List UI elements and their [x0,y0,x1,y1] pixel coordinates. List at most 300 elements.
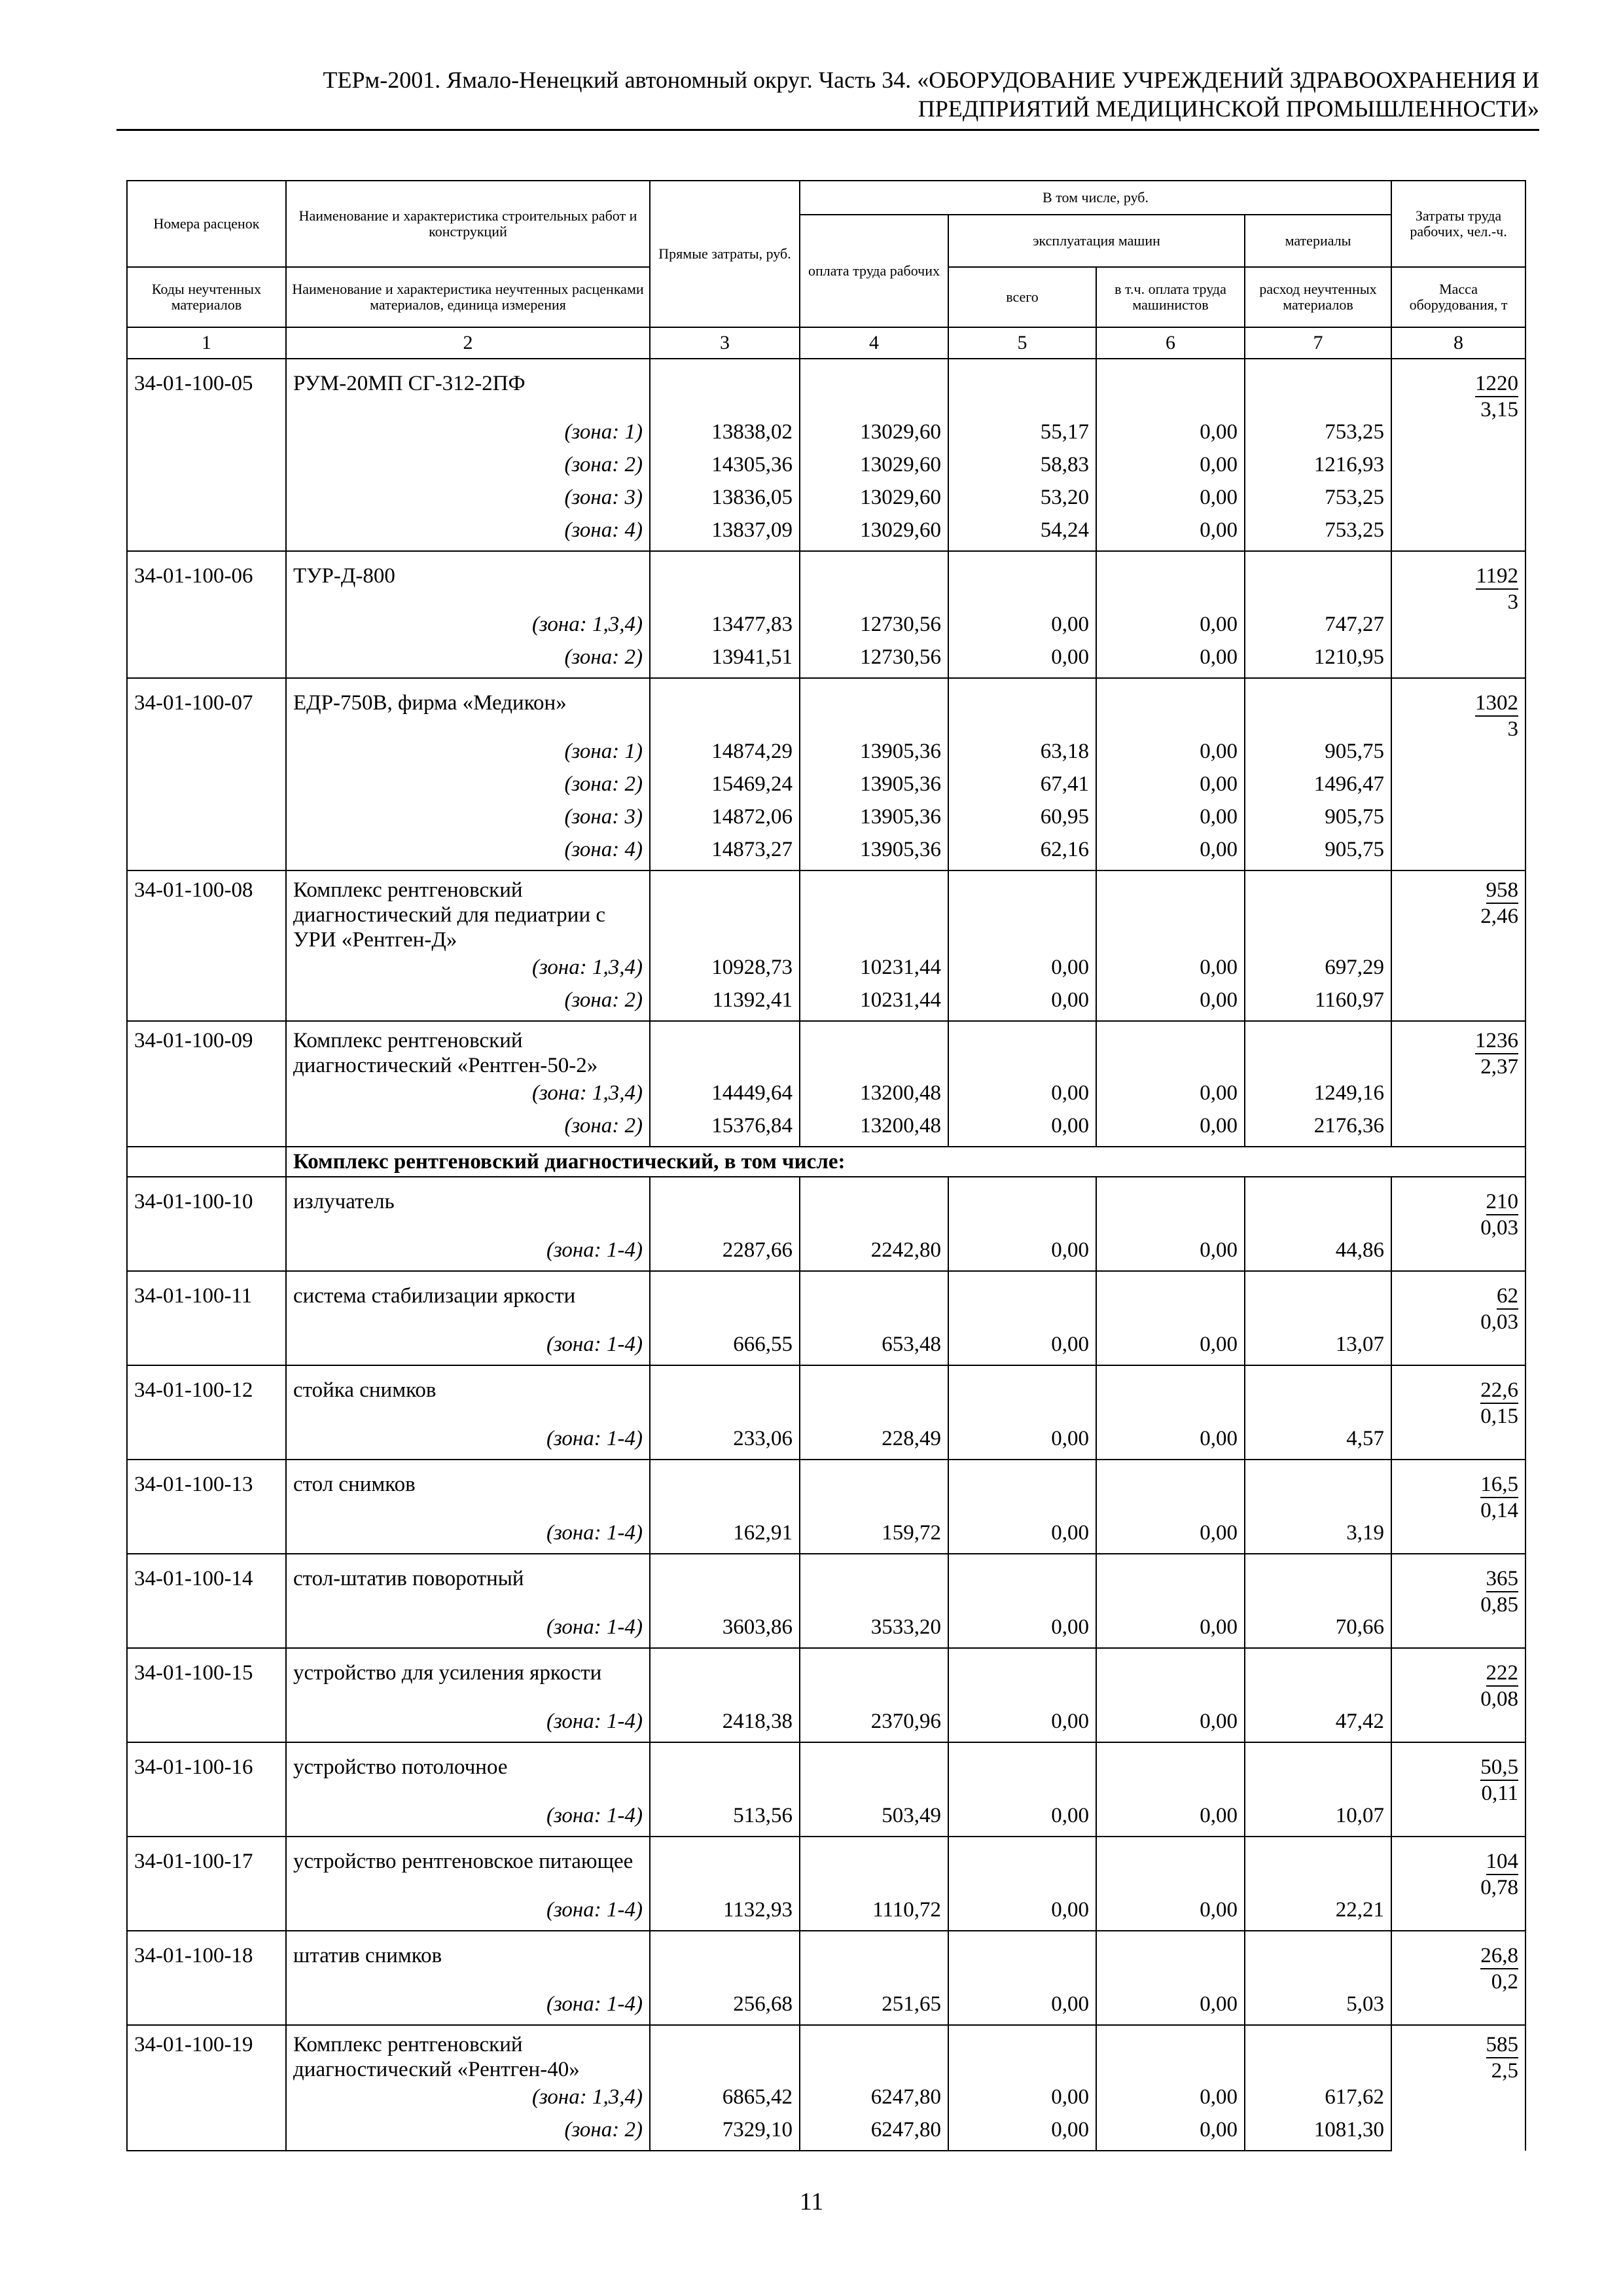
direct-costs: 14449,64 [650,1078,800,1113]
empty-cell [1245,678,1391,736]
machine-total: 53,20 [948,485,1096,518]
worker-pay: 159,72 [800,1518,948,1554]
direct-costs: 14874,29 [650,736,800,772]
worker-pay: 13029,60 [800,518,948,551]
rate-code: 34-01-100-10 [127,1177,286,1235]
materials-cost: 44,86 [1245,1235,1391,1271]
empty-cell [948,1931,1096,1989]
worker-pay: 6247,80 [800,2082,948,2117]
labor-costs: 365 [1486,1566,1519,1592]
zone-row [127,804,1525,837]
driver-pay: 0,00 [1096,1113,1245,1147]
materials-cost: 617,62 [1245,2082,1391,2117]
empty-cell [800,1931,948,1989]
zone-row [127,1078,1525,1113]
worker-pay: 13905,36 [800,804,948,837]
zone-label: (зона: 2) [286,772,650,804]
empty-cell [127,736,286,772]
direct-costs: 14872,06 [650,804,800,837]
zone-row [127,417,1525,452]
direct-costs: 7329,10 [650,2117,800,2151]
equipment-mass: 0,11 [1481,1782,1519,1805]
column-number: 7 [1245,327,1391,359]
machine-total: 0,00 [948,1424,1096,1460]
empty-cell [650,1177,800,1235]
materials-cost: 1160,97 [1245,988,1391,1021]
equipment-mass: 2,5 [1491,2059,1519,2083]
table-row [127,1931,1525,1989]
worker-pay: 228,49 [800,1424,948,1460]
zone-row [127,772,1525,804]
rate-code: 34-01-100-19 [127,2025,286,2082]
machine-total: 0,00 [948,609,1096,645]
zone-row [127,1329,1525,1365]
zone-row [127,736,1525,772]
machine-total: 0,00 [948,1113,1096,1147]
driver-pay: 0,00 [1096,1612,1245,1648]
direct-costs: 2287,66 [650,1235,800,1271]
driver-pay: 0,00 [1096,952,1245,988]
labor-mass-cell [1391,1021,1525,1147]
running-header-line-2: ПРЕДПРИЯТИЙ МЕДИЦИНСКОЙ ПРОМЫШЛЕННОСТИ» [918,96,1539,122]
column-numbers-row [127,327,1525,359]
direct-costs: 15376,84 [650,1113,800,1147]
zone-label: (зона: 1) [286,736,650,772]
driver-pay: 0,00 [1096,518,1245,551]
zone-label: (зона: 1-4) [286,1989,650,2025]
rate-name: Комплекс рентгеновский диагностический «Рентген-40» [286,2025,650,2082]
rate-name: устройство потолочное [286,1742,650,1801]
rate-code: 34-01-100-09 [127,1021,286,1078]
empty-cell [800,2025,948,2082]
rate-code: 34-01-100-05 [127,359,286,417]
worker-pay: 13905,36 [800,837,948,870]
equipment-mass: 0,03 [1480,1310,1519,1334]
labor-costs: 210 [1486,1189,1519,1215]
empty-cell [800,1271,948,1329]
materials-cost: 5,03 [1245,1989,1391,2025]
machine-total: 0,00 [948,2082,1096,2117]
column-number: 6 [1096,327,1245,359]
empty-cell [650,1837,800,1895]
labor-costs: 958 [1486,878,1519,904]
empty-cell [127,2117,286,2151]
equipment-mass: 0,14 [1480,1499,1519,1522]
machine-total: 0,00 [948,1078,1096,1113]
rate-code: 34-01-100-08 [127,870,286,952]
worker-pay: 10231,44 [800,952,948,988]
empty-cell [948,1021,1096,1078]
equipment-mass: 0,78 [1480,1876,1519,1899]
driver-pay: 0,00 [1096,1235,1245,1271]
rate-name: штатив снимков [286,1931,650,1989]
empty-cell [650,1742,800,1801]
labor-mass-cell [1391,1177,1525,1271]
worker-pay: 251,65 [800,1989,948,2025]
zone-row [127,609,1525,645]
running-header [116,65,1539,123]
zone-label: (зона: 2) [286,988,650,1021]
zone-row [127,1801,1525,1837]
table-body [127,327,1525,2151]
driver-pay: 0,00 [1096,1518,1245,1554]
direct-costs: 233,06 [650,1424,800,1460]
empty-cell [800,551,948,609]
worker-pay: 3533,20 [800,1612,948,1648]
driver-pay: 0,00 [1096,645,1245,678]
driver-pay: 0,00 [1096,804,1245,837]
empty-cell [127,988,286,1021]
table-row [127,870,1525,952]
table-row [127,678,1525,736]
column-number: 8 [1391,327,1525,359]
labor-mass-cell [1391,2025,1525,2151]
driver-pay: 0,00 [1096,736,1245,772]
empty-cell [948,1177,1096,1235]
labor-mass-cell [1391,1554,1525,1648]
zone-row [127,952,1525,988]
direct-costs: 6865,42 [650,2082,800,2117]
column-number: 1 [127,327,286,359]
empty-cell [948,1554,1096,1612]
zone-label: (зона: 4) [286,518,650,551]
labor-costs: 585 [1486,2032,1519,2058]
table-row [127,1837,1525,1895]
empty-cell [650,870,800,952]
rate-code: 34-01-100-11 [127,1271,286,1329]
labor-costs: 50,5 [1480,1755,1518,1781]
materials-cost: 697,29 [1245,952,1391,988]
driver-pay: 0,00 [1096,1801,1245,1837]
zone-label: (зона: 3) [286,804,650,837]
zone-label: (зона: 1-4) [286,1706,650,1742]
empty-cell [127,609,286,645]
empty-cell [650,359,800,417]
empty-cell [127,1235,286,1271]
empty-cell [948,678,1096,736]
empty-cell [800,1837,948,1895]
column-number: 5 [948,327,1096,359]
rate-name: стол снимков [286,1460,650,1518]
th-material-consumption: расход неучтенных материалов [1245,267,1391,327]
rate-name: стол-штатив поворотный [286,1554,650,1612]
zone-label: (зона: 3) [286,485,650,518]
th-material-name: Наименование и характеристика неучтенных расценками материалов, единица измерения [286,267,650,327]
zone-label: (зона: 1,3,4) [286,1078,650,1113]
empty-cell [650,1648,800,1706]
th-materials: материалы [1245,215,1391,267]
driver-pay: 0,00 [1096,1329,1245,1365]
materials-cost: 4,57 [1245,1424,1391,1460]
empty-cell [948,1648,1096,1706]
empty-cell [1245,2025,1391,2082]
driver-pay: 0,00 [1096,1989,1245,2025]
driver-pay: 0,00 [1096,837,1245,870]
zone-label: (зона: 1,3,4) [286,609,650,645]
zone-row [127,1518,1525,1554]
rate-name: устройство для усиления яркости [286,1648,650,1706]
empty-cell [1096,678,1245,736]
th-driver-pay: в т.ч. оплата труда машинистов [1096,267,1245,327]
worker-pay: 10231,44 [800,988,948,1021]
empty-cell [1096,359,1245,417]
rate-code: 34-01-100-16 [127,1742,286,1801]
empty-cell [1245,1742,1391,1801]
labor-mass-cell [1391,678,1525,870]
empty-cell [1245,551,1391,609]
empty-cell [800,1648,948,1706]
zone-label: (зона: 1,3,4) [286,952,650,988]
table-row [127,359,1525,417]
empty-cell [948,870,1096,952]
zone-row [127,1706,1525,1742]
column-number: 2 [286,327,650,359]
machine-total: 0,00 [948,1706,1096,1742]
equipment-mass: 0,03 [1480,1216,1519,1240]
rate-code: 34-01-100-17 [127,1837,286,1895]
direct-costs: 10928,73 [650,952,800,988]
th-including: В том числе, руб. [800,181,1391,215]
empty-cell [1245,870,1391,952]
labor-costs: 1236 [1475,1028,1518,1054]
empty-cell [127,485,286,518]
empty-cell [948,359,1096,417]
direct-costs: 13837,09 [650,518,800,551]
table-row [127,1554,1525,1612]
machine-total: 0,00 [948,1895,1096,1931]
empty-cell [127,1147,286,1177]
empty-cell [800,1554,948,1612]
table-row [127,2025,1525,2082]
empty-cell [650,2025,800,2082]
empty-cell [948,551,1096,609]
direct-costs: 15469,24 [650,772,800,804]
empty-cell [127,772,286,804]
table-row [127,551,1525,609]
empty-cell [1096,1021,1245,1078]
table-row [127,1648,1525,1706]
materials-cost: 753,25 [1245,485,1391,518]
empty-cell [1245,1365,1391,1424]
driver-pay: 0,00 [1096,2082,1245,2117]
empty-cell [800,1365,948,1424]
empty-cell [1245,1460,1391,1518]
empty-cell [1245,1837,1391,1895]
empty-cell [948,1271,1096,1329]
rate-name: излучатель [286,1177,650,1235]
empty-cell [1096,1365,1245,1424]
worker-pay: 2242,80 [800,1235,948,1271]
column-number: 3 [650,327,800,359]
zone-row [127,1113,1525,1147]
labor-mass-cell [1391,1460,1525,1554]
machine-total: 55,17 [948,417,1096,452]
th-rate-numbers: Номера расценок [127,181,286,267]
driver-pay: 0,00 [1096,609,1245,645]
th-direct-costs: Прямые затраты, руб. [650,181,800,327]
materials-cost: 905,75 [1245,837,1391,870]
direct-costs: 1132,93 [650,1895,800,1931]
column-number: 4 [800,327,948,359]
zone-row [127,485,1525,518]
th-labor-costs: Затраты труда рабочих, чел.-ч. [1391,181,1525,267]
empty-cell [800,1021,948,1078]
labor-mass-cell [1391,1648,1525,1742]
labor-mass-cell [1391,1742,1525,1837]
empty-cell [1245,1931,1391,1989]
worker-pay: 12730,56 [800,645,948,678]
empty-cell [127,1801,286,1837]
empty-cell [127,452,286,485]
empty-cell [127,1078,286,1113]
driver-pay: 0,00 [1096,772,1245,804]
empty-cell [1096,870,1245,952]
empty-cell [948,1837,1096,1895]
zone-row [127,2117,1525,2151]
labor-costs: 104 [1486,1849,1519,1875]
empty-cell [650,678,800,736]
section-heading-row [127,1147,1525,1177]
worker-pay: 13200,48 [800,1078,948,1113]
machine-total: 0,00 [948,1801,1096,1837]
empty-cell [948,1742,1096,1801]
equipment-mass: 3,15 [1480,398,1519,422]
worker-pay: 653,48 [800,1329,948,1365]
driver-pay: 0,00 [1096,1078,1245,1113]
empty-cell [127,1895,286,1931]
zone-label: (зона: 2) [286,452,650,485]
direct-costs: 14873,27 [650,837,800,870]
empty-cell [127,1706,286,1742]
zone-row [127,645,1525,678]
worker-pay: 12730,56 [800,609,948,645]
rate-name: устройство рентгеновское питающее [286,1837,650,1895]
empty-cell [650,551,800,609]
driver-pay: 0,00 [1096,2117,1245,2151]
empty-cell [650,1554,800,1612]
empty-cell [127,952,286,988]
empty-cell [127,1612,286,1648]
machine-total: 54,24 [948,518,1096,551]
equipment-mass: 0,15 [1480,1405,1519,1428]
driver-pay: 0,00 [1096,1706,1245,1742]
table-row [127,1460,1525,1518]
worker-pay: 13029,60 [800,452,948,485]
empty-cell [800,359,948,417]
rate-code: 34-01-100-18 [127,1931,286,1989]
materials-cost: 905,75 [1245,804,1391,837]
zone-label: (зона: 2) [286,645,650,678]
machine-total: 0,00 [948,645,1096,678]
th-material-codes: Коды неучтенных материалов [127,267,286,327]
empty-cell [1096,1554,1245,1612]
direct-costs: 14305,36 [650,452,800,485]
empty-cell [1245,1271,1391,1329]
driver-pay: 0,00 [1096,452,1245,485]
empty-cell [1245,1648,1391,1706]
zone-row [127,1989,1525,2025]
machine-total: 0,00 [948,1235,1096,1271]
zone-label: (зона: 2) [286,2117,650,2151]
rate-name: РУМ-20МП СГ-312-2ПФ [286,359,650,417]
table-row [127,1742,1525,1801]
materials-cost: 2176,36 [1245,1113,1391,1147]
empty-cell [127,518,286,551]
materials-cost: 1081,30 [1245,2117,1391,2151]
rate-name: Комплекс рентгеновский диагностический для педиатрии с УРИ «Рентген-Д» [286,870,650,952]
machine-total: 0,00 [948,988,1096,1021]
rate-code: 34-01-100-15 [127,1648,286,1706]
empty-cell [127,1518,286,1554]
zone-label: (зона: 1) [286,417,650,452]
rate-code: 34-01-100-07 [127,678,286,736]
labor-costs: 22,6 [1480,1378,1518,1404]
equipment-mass: 0,2 [1491,1970,1519,1994]
empty-cell [1096,551,1245,609]
labor-costs: 222 [1486,1660,1519,1687]
table-row [127,1271,1525,1329]
zone-row [127,2082,1525,2117]
empty-cell [1096,1648,1245,1706]
equipment-mass: 0,08 [1480,1687,1519,1711]
empty-cell [650,1931,800,1989]
empty-cell [800,870,948,952]
empty-cell [127,1989,286,2025]
labor-costs: 16,5 [1480,1472,1518,1498]
zone-row [127,1612,1525,1648]
empty-cell [1096,1837,1245,1895]
empty-cell [127,1329,286,1365]
machine-total: 62,16 [948,837,1096,870]
rate-code: 34-01-100-12 [127,1365,286,1424]
zone-row [127,988,1525,1021]
zone-label: (зона: 1-4) [286,1612,650,1648]
empty-cell [1096,1742,1245,1801]
materials-cost: 1496,47 [1245,772,1391,804]
zone-label: (зона: 1-4) [286,1235,650,1271]
driver-pay: 0,00 [1096,417,1245,452]
rate-code: 34-01-100-06 [127,551,286,609]
empty-cell [800,1460,948,1518]
machine-total: 67,41 [948,772,1096,804]
th-work-name: Наименование и характеристика строительных работ и конструкций [286,181,650,267]
labor-costs: 1192 [1476,564,1518,590]
empty-cell [948,1460,1096,1518]
empty-cell [1096,1271,1245,1329]
section-heading: Комплекс рентгеновский диагностический, в том числе: [286,1147,1525,1177]
driver-pay: 0,00 [1096,485,1245,518]
driver-pay: 0,00 [1096,1895,1245,1931]
labor-mass-cell [1391,359,1525,551]
worker-pay: 13029,60 [800,417,948,452]
labor-costs: 62 [1497,1283,1518,1310]
empty-cell [127,837,286,870]
labor-costs: 1302 [1475,691,1518,717]
machine-total: 60,95 [948,804,1096,837]
driver-pay: 0,00 [1096,1424,1245,1460]
direct-costs: 13477,83 [650,609,800,645]
empty-cell [127,645,286,678]
empty-cell [800,678,948,736]
price-table [126,180,1526,2151]
empty-cell [650,1365,800,1424]
table-row [127,1365,1525,1424]
materials-cost: 3,19 [1245,1518,1391,1554]
machine-total: 0,00 [948,1329,1096,1365]
zone-row [127,518,1525,551]
zone-label: (зона: 1-4) [286,1801,650,1837]
machine-total: 58,83 [948,452,1096,485]
